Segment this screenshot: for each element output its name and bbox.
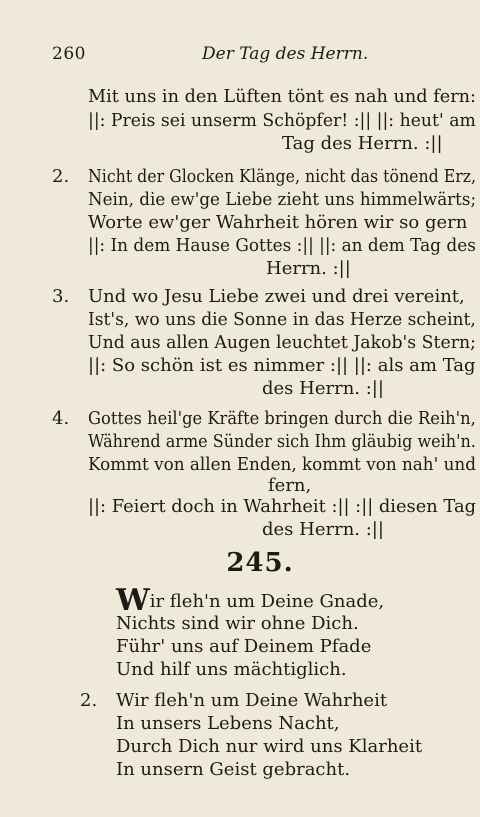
- page-number: 260: [52, 44, 86, 64]
- hymn-number: 245.: [226, 548, 294, 578]
- verse-line: des Herrn. :||: [262, 378, 384, 399]
- verse-line: Gottes heil'ge Kräfte bringen durch die Reih'n,: [88, 408, 476, 429]
- verse-line: Kommt von allen Enden, kommt von nah' und: [88, 454, 476, 475]
- verse-line: ||: Preis sei unserm Schöpfer! :|| ||: heut' am: [88, 110, 476, 131]
- verse-line: Und aus allen Augen leuchtet Jakob's Stern;: [88, 332, 476, 353]
- verse-line: Durch Dich nur wird uns Klarheit: [116, 736, 423, 757]
- verse-line: Herrn. :||: [266, 258, 351, 279]
- verse-line: Ist's, wo uns die Sonne in das Herze scheint,: [88, 309, 476, 330]
- verse-line: Nichts sind wir ohne Dich.: [116, 613, 359, 634]
- verse-line: ||: So schön ist es nimmer :|| ||: als am Tag: [88, 355, 476, 376]
- verse-line: Worte ew'ger Wahrheit hören wir so gern: [88, 212, 468, 233]
- verse-line: Mit uns in den Lüften tönt es nah und fern:: [88, 86, 477, 107]
- verse-line: Nein, die ew'ge Liebe zieht uns himmelwärts;: [88, 189, 477, 210]
- verse-line: Tag des Herrn. :||: [282, 133, 443, 154]
- verse-line: In unsern Geist gebracht.: [116, 759, 351, 780]
- verse-line: Während arme Sünder sich Ihm gläubig weih'n.: [88, 431, 476, 452]
- verse-number: 2.: [52, 166, 70, 187]
- verse-line-text: ir fleh'n um Deine Gnade,: [149, 591, 385, 612]
- verse-line: Führ' uns auf Deinem Pfade: [116, 636, 372, 657]
- drop-cap: W: [116, 583, 150, 618]
- running-head: Der Tag des Herrn.: [202, 44, 369, 64]
- verse-line: ||: Feiert doch in Wahrheit :|| :|| diesen Tag: [88, 496, 477, 517]
- verse-line: [116, 583, 385, 618]
- verse-line: des Herrn. :||: [262, 519, 384, 540]
- verse-number: 2.: [80, 690, 98, 711]
- page-header: [52, 44, 438, 68]
- verse-line: Nicht der Glocken Klänge, nicht das tönend Erz,: [88, 166, 477, 187]
- verse-line: fern,: [268, 475, 312, 496]
- verse-number: 3.: [52, 286, 70, 307]
- verse-line: Und wo Jesu Liebe zwei und drei vereint,: [88, 286, 465, 307]
- verse-line: In unsers Lebens Nacht,: [116, 713, 340, 734]
- verse-number: 4.: [52, 408, 70, 429]
- verse-line: ||: In dem Hause Gottes :|| ||: an dem Tag des: [88, 235, 476, 256]
- verse-line: Wir fleh'n um Deine Wahrheit: [116, 690, 388, 711]
- verse-line: Und hilf uns mächtiglich.: [116, 659, 347, 680]
